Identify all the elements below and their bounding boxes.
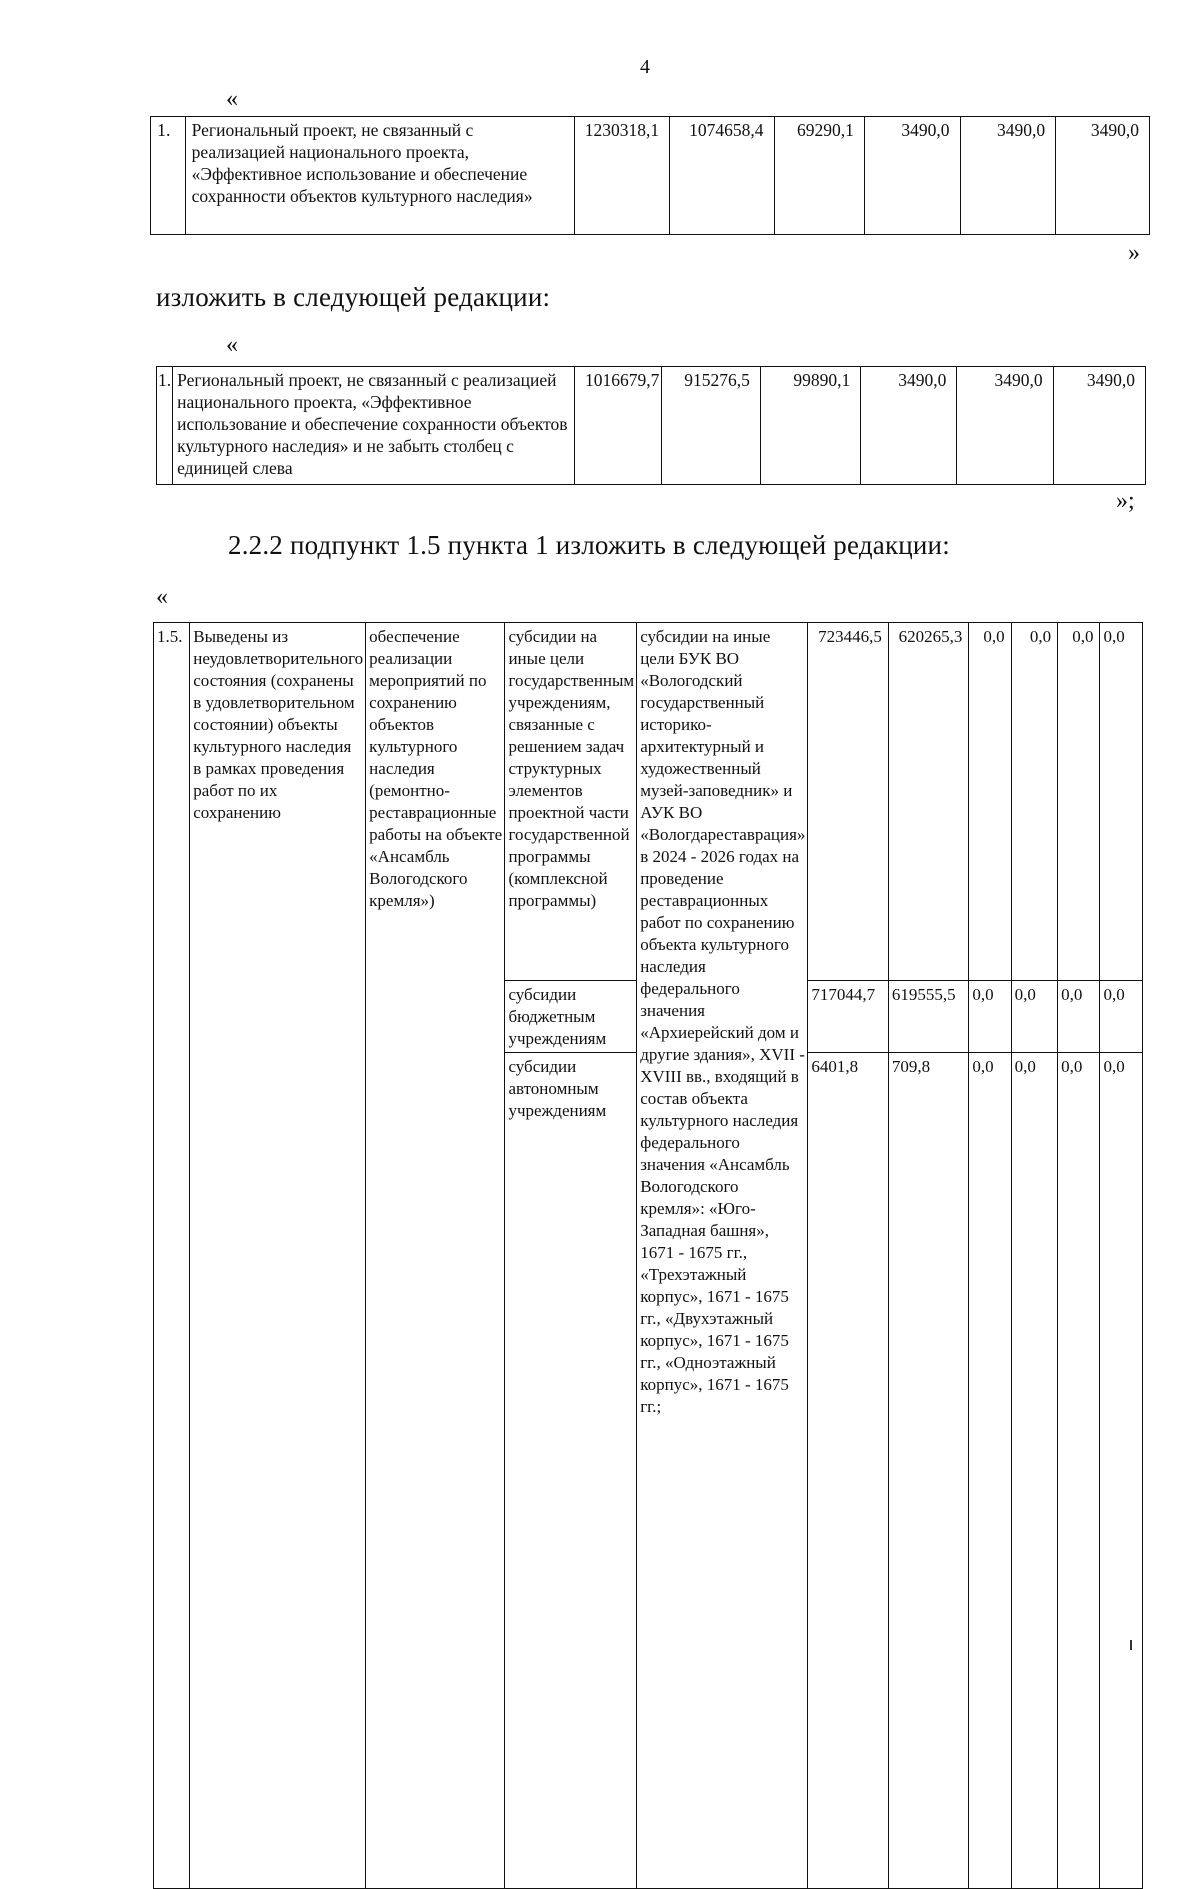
close-quote-semicolon: »;: [1116, 488, 1135, 514]
value-cell: 0,0: [1100, 1053, 1143, 1889]
value-cell: 99890,1: [760, 367, 860, 485]
subsidy-type-cell: субсидии бюджетным учреждениям: [505, 981, 637, 1053]
result-cell: Выведены из неудовлетворительного состояния (сохранены в удовлетворительном состоянии) объекты культурного наследия в рамках проведения работ по их сохранению: [190, 623, 366, 1889]
subsidy-type-cell: субсидии на иные цели государственным учреждениям, связанные с решением задач структурных элементов проектной части государственной программы (комплексной программы): [505, 623, 637, 981]
open-quote: «: [226, 332, 238, 358]
value-cell: 0,0: [1058, 1053, 1100, 1889]
value-cell: 69290,1: [774, 117, 864, 235]
value-cell: 723446,5: [808, 623, 888, 981]
table-row: [157, 367, 1146, 485]
subsection-heading: 2.2.2 подпункт 1.5 пункта 1 изложить в следующей редакции:: [228, 530, 950, 560]
open-quote: «: [156, 584, 168, 610]
value-cell: 0,0: [1011, 623, 1057, 981]
value-cell: 0,0: [1011, 981, 1057, 1053]
value-cell: 0,0: [969, 623, 1011, 981]
value-cell: 717044,7: [808, 981, 888, 1053]
replace-heading: изложить в следующей редакции:: [156, 282, 551, 312]
row-number: 1.5.: [154, 623, 190, 1889]
value-cell: 3490,0: [957, 367, 1053, 485]
page-number: 4: [640, 56, 650, 78]
new-program-table: [156, 366, 1146, 485]
value-cell: 0,0: [1058, 981, 1100, 1053]
table-row: [151, 117, 1150, 235]
project-name: Региональный проект, не связанный с реализацией национального проекта, «Эффективное использование и обеспечение сохранности объектов культурного наследия»: [185, 117, 575, 235]
row-number: 1.: [157, 367, 173, 485]
activity-cell: обеспечение реализации мероприятий по сохранению объектов культурного наследия (ремонтно-реставрационные работы на объекте «Ансамбль Вологодского кремля»): [366, 623, 505, 1889]
value-cell: 709,8: [888, 1053, 968, 1889]
value-cell: 3490,0: [861, 367, 957, 485]
project-name: Региональный проект, не связанный с реализацией национального проекта, «Эффективное использование и обеспечение сохранности объектов культурного наследия» и не забыть столбец с единицей слева: [173, 367, 575, 485]
value-cell: 1230318,1: [575, 117, 670, 235]
value-cell: 0,0: [969, 981, 1011, 1053]
value-cell: 0,0: [969, 1053, 1011, 1889]
value-cell: 3490,0: [960, 117, 1056, 235]
old-program-table: [150, 116, 1150, 235]
open-quote: «: [226, 86, 238, 112]
value-cell: 0,0: [1100, 623, 1143, 981]
value-cell: 0,0: [1058, 623, 1100, 981]
value-cell: 0,0: [1100, 981, 1143, 1053]
table-row: [154, 623, 1143, 981]
value-cell: 3490,0: [1056, 117, 1150, 235]
value-cell: 1016679,7: [575, 367, 662, 485]
close-quote: »: [1128, 240, 1140, 266]
description-cell: субсидии на иные цели БУК ВО «Вологодский государственный историко-архитектурный и художественный музей-заповедник» и АУК ВО «Вологдареставрация» в 2024 - 2026 годах на проведение реставрационных работ по сохранению объекта культурного наследия федерального значения «Архиерейский дом и другие здания», XVII - XVIII вв., входящий в состав объекта культурного наследия федерального значения «Ансамбль Вологодского кремля»: «Юго-Западная башня», 1671 - 1675 гг., «Трехэтажный корпус», 1671 - 1675 гг., «Двухэтажный корпус», 1671 - 1675 гг., «Одноэтажный корпус», 1671 - 1675 гг.;: [637, 623, 808, 1889]
subitem-1-5-table: [153, 622, 1143, 1889]
value-cell: 619555,5: [888, 981, 968, 1053]
scan-mark: [1130, 1640, 1132, 1650]
value-cell: 3490,0: [1053, 367, 1145, 485]
value-cell: 0,0: [1011, 1053, 1057, 1889]
value-cell: 3490,0: [864, 117, 960, 235]
value-cell: 1074658,4: [670, 117, 774, 235]
value-cell: 915276,5: [662, 367, 761, 485]
row-number: 1.: [151, 117, 186, 235]
subsidy-type-cell: субсидии автономным учреждениям: [505, 1053, 637, 1889]
value-cell: 6401,8: [808, 1053, 888, 1889]
value-cell: 620265,3: [888, 623, 968, 981]
